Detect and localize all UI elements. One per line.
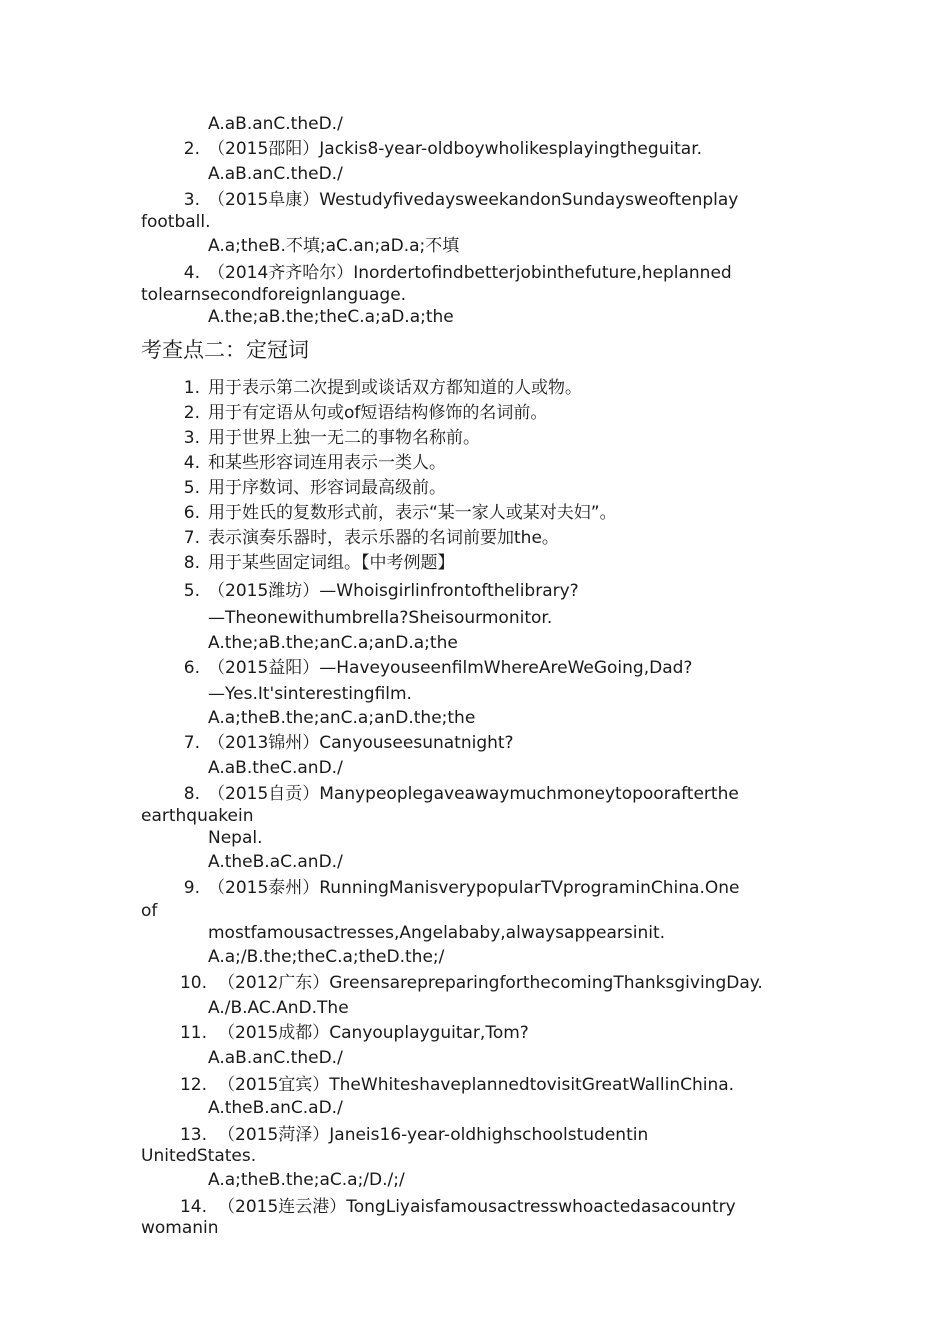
q11-number: 11. [179, 1023, 207, 1043]
q10-text: （2012广东）GreensarepreparingforthecomingThanksgivingDay. [218, 973, 763, 993]
q2-text: （2015邵阳）Jackis8-year-oldboywholikesplayingtheguitar. [208, 139, 703, 159]
q6-options: A.a;theB.the;anC.a;anD.the;the [208, 708, 476, 728]
rule-text: 用于有定语从句或of短语结构修饰的名词前。 [208, 403, 548, 423]
q5-text: （2015潍坊）—Whoisgirlinfrontofthelibrary? [208, 581, 579, 601]
q5-number: 5. [183, 581, 200, 601]
q12-text: （2015宜宾）TheWhiteshaveplannedtovisitGreatWallinChina. [218, 1075, 735, 1095]
rule-text: 用于表示第二次提到或谈话双方都知道的人或物。 [208, 378, 582, 398]
q2-number: 2. [183, 139, 200, 159]
q8-options: A.theB.aC.anD./ [208, 852, 343, 872]
q9-continuation: of [141, 901, 158, 921]
q9-number: 9. [183, 878, 200, 898]
rule-text: 用于序数词、形容词最高级前。 [208, 478, 446, 498]
q12-options: A.theB.anC.aD./ [208, 1098, 343, 1118]
q8-continuation: earthquakein [141, 806, 254, 826]
q4-options: A.the;aB.the;theC.a;aD.a;the [208, 307, 454, 327]
q7-text: （2013锦州）Canyouseesunatnight? [208, 733, 514, 753]
rule-number: 6. [183, 503, 200, 523]
q14-number: 14. [179, 1197, 207, 1217]
q8-line3: Nepal. [208, 828, 263, 848]
q10-options: A./B.AC.AnD.The [208, 998, 349, 1018]
q3-number: 3. [183, 190, 200, 210]
q9-line3: mostfamousactresses,Angelababy,alwaysappearsinit. [208, 923, 666, 943]
rule-number: 2. [183, 403, 200, 423]
q4-continuation: tolearnsecondforeignlanguage. [141, 285, 407, 305]
q4-number: 4. [183, 263, 200, 283]
q6-text: （2015益阳）—HaveyouseenfilmWhereAreWeGoing,Dad? [208, 658, 693, 678]
q14-text: （2015连云港）TongLiyaisfamousactresswhoactedasacountry [218, 1197, 736, 1217]
q7-options: A.aB.theC.anD./ [208, 758, 343, 778]
rule-text: 用于某些固定词组。【中考例题】 [208, 553, 455, 573]
rule-text: 用于姓氏的复数形式前，表示“某一家人或某对夫妇”。 [208, 503, 617, 523]
rule-number: 8. [183, 553, 200, 573]
rule-text: 表示演奏乐器时，表示乐器的名词前要加the。 [208, 528, 559, 548]
q10-number: 10. [179, 973, 207, 993]
q6-number: 6. [183, 658, 200, 678]
q3-text: （2015阜康）WestudyfivedaysweekandonSundaysweoftenplay [208, 190, 739, 210]
q3-options: A.a;theB.不填;aC.an;aD.a;不填 [208, 236, 460, 256]
q9-text: （2015泰州）RunningManisverypopularTVprograminChina.One [208, 878, 740, 898]
q2-options: A.aB.anC.theD./ [208, 164, 343, 184]
q3-continuation: football. [141, 212, 211, 232]
q4-text: （2014齐齐哈尔）Inordertofindbetterjobinthefuture,heplanned [208, 263, 732, 283]
rule-number: 3. [183, 428, 200, 448]
q13-number: 13. [179, 1125, 207, 1145]
q11-options: A.aB.anC.theD./ [208, 1048, 343, 1068]
rule-number: 4. [183, 453, 200, 473]
rule-text: 用于世界上独一无二的事物名称前。 [208, 428, 480, 448]
q7-number: 7. [183, 733, 200, 753]
q13-options: A.a;theB.the;aC.a;/D./;/ [208, 1170, 405, 1190]
q11-text: （2015成都）Canyouplayguitar,Tom? [218, 1023, 529, 1043]
section-title: 考查点二：定冠词 [141, 338, 309, 362]
rule-number: 5. [183, 478, 200, 498]
rule-text: 和某些形容词连用表示一类人。 [208, 453, 446, 473]
rule-number: 7. [183, 528, 200, 548]
q6-line2: —Yes.It'sinterestingfilm. [208, 684, 412, 704]
q13-text: （2015菏泽）Janeis16-year-oldhighschoolstudentin [218, 1125, 649, 1145]
q8-text: （2015自贡）Manypeoplegaveawaymuchmoneytopoorafterthe [208, 784, 739, 804]
q14-continuation: womanin [141, 1218, 219, 1238]
q5-line2: —Theonewithumbrella?Sheisourmonitor. [208, 608, 553, 628]
q13-continuation: UnitedStates. [141, 1146, 257, 1166]
q1-options: A.aB.anC.theD./ [208, 114, 343, 134]
q12-number: 12. [179, 1075, 207, 1095]
rule-number: 1. [183, 378, 200, 398]
q5-options: A.the;aB.the;anC.a;anD.a;the [208, 633, 458, 653]
q9-options: A.a;/B.the;theC.a;theD.the;/ [208, 947, 445, 967]
q8-number: 8. [183, 784, 200, 804]
